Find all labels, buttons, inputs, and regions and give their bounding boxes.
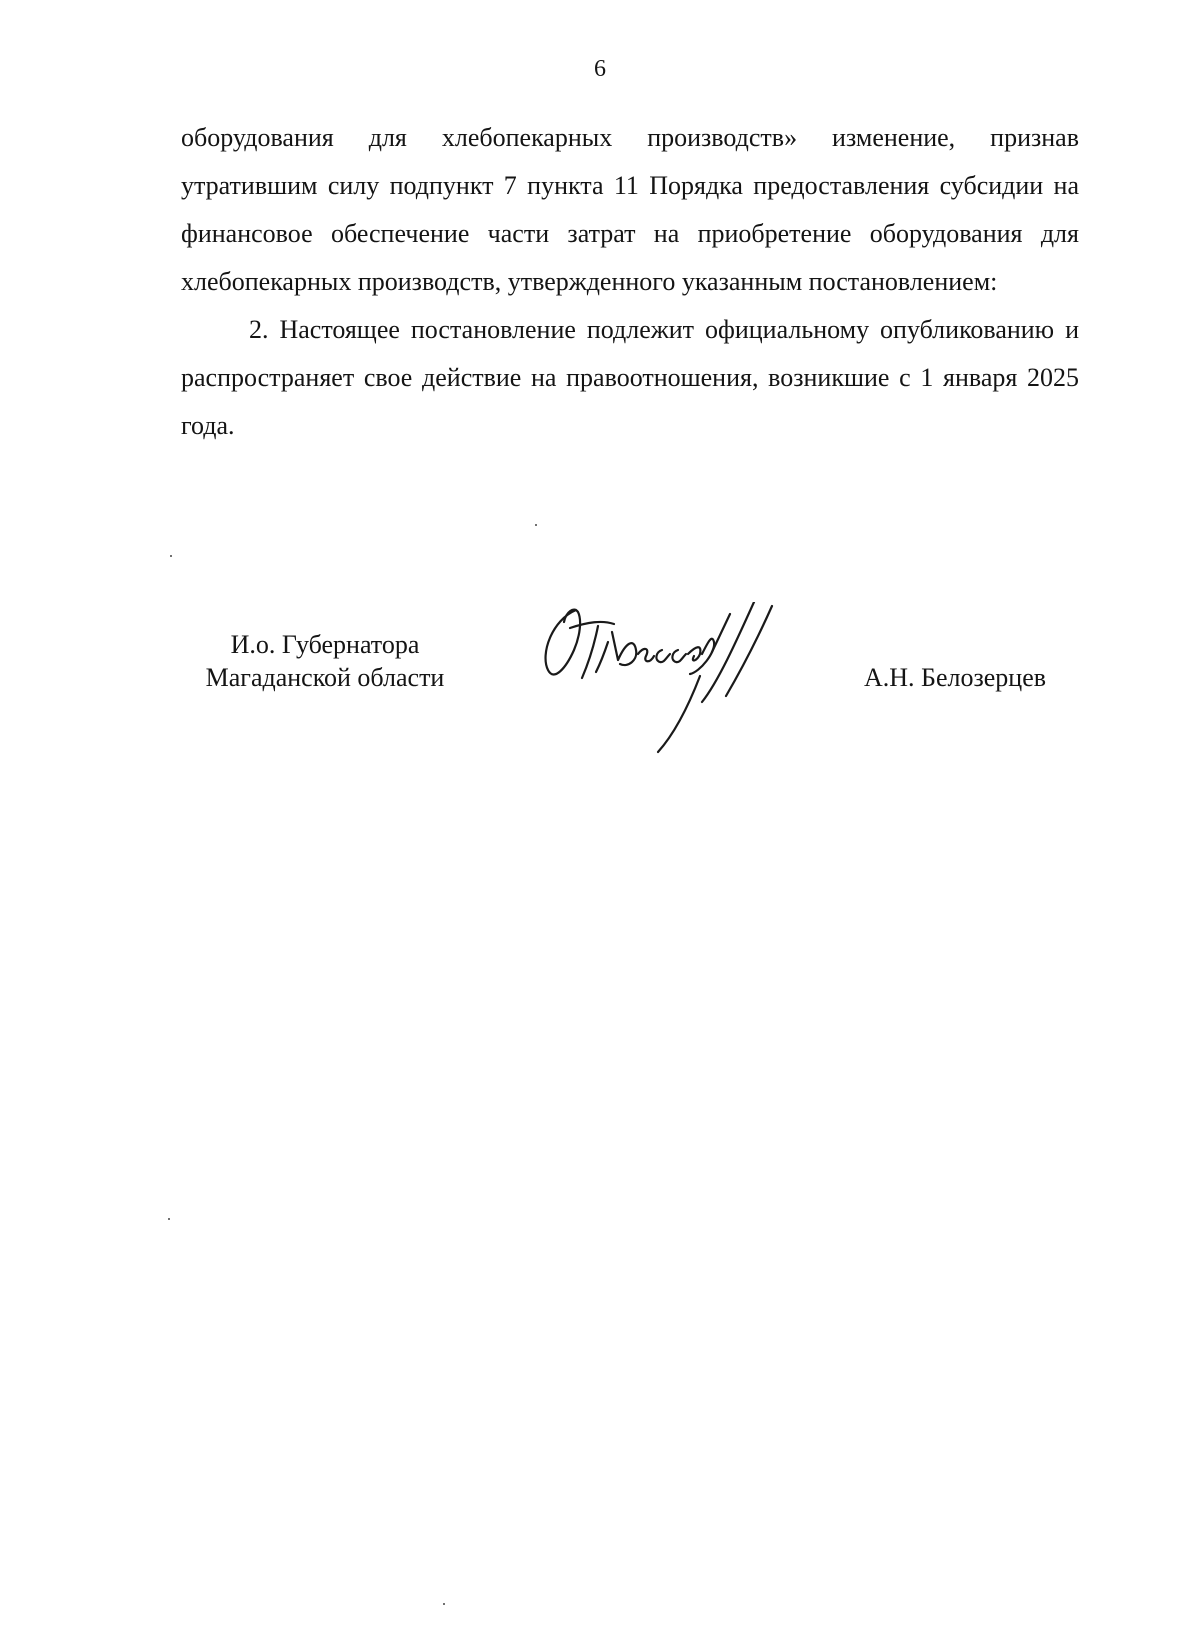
signatory-position-line-2: Магаданской области xyxy=(205,663,445,692)
handwritten-signature-icon xyxy=(540,602,810,782)
scan-speck xyxy=(170,555,172,557)
signatory-name: А.Н. Белозерцев xyxy=(864,663,1047,692)
body-paragraph-2: 2. Настоящее постановление подлежит официальному опубликованию и распространяет свое действие на правоотношения, возникшие с 1 января 2025 года. xyxy=(181,315,1079,440)
signatory-position-line-1: И.о. Губернатора xyxy=(230,630,420,659)
scan-speck xyxy=(443,1603,445,1605)
document-body xyxy=(181,114,1079,450)
body-paragraph-1: оборудования для хлебопекарных производств» изменение, признав утратившим силу подпункт 7 пункта 11 Порядка предоставления субсидии на финансовое обеспечение части затрат на приобретение оборудования для хлебопекарных производств, утвержденного указанным постановлением: xyxy=(181,123,1079,296)
scan-speck xyxy=(535,524,537,526)
scan-speck xyxy=(168,1218,170,1220)
page-number: 6 xyxy=(594,56,606,82)
signatory-position xyxy=(175,628,475,694)
